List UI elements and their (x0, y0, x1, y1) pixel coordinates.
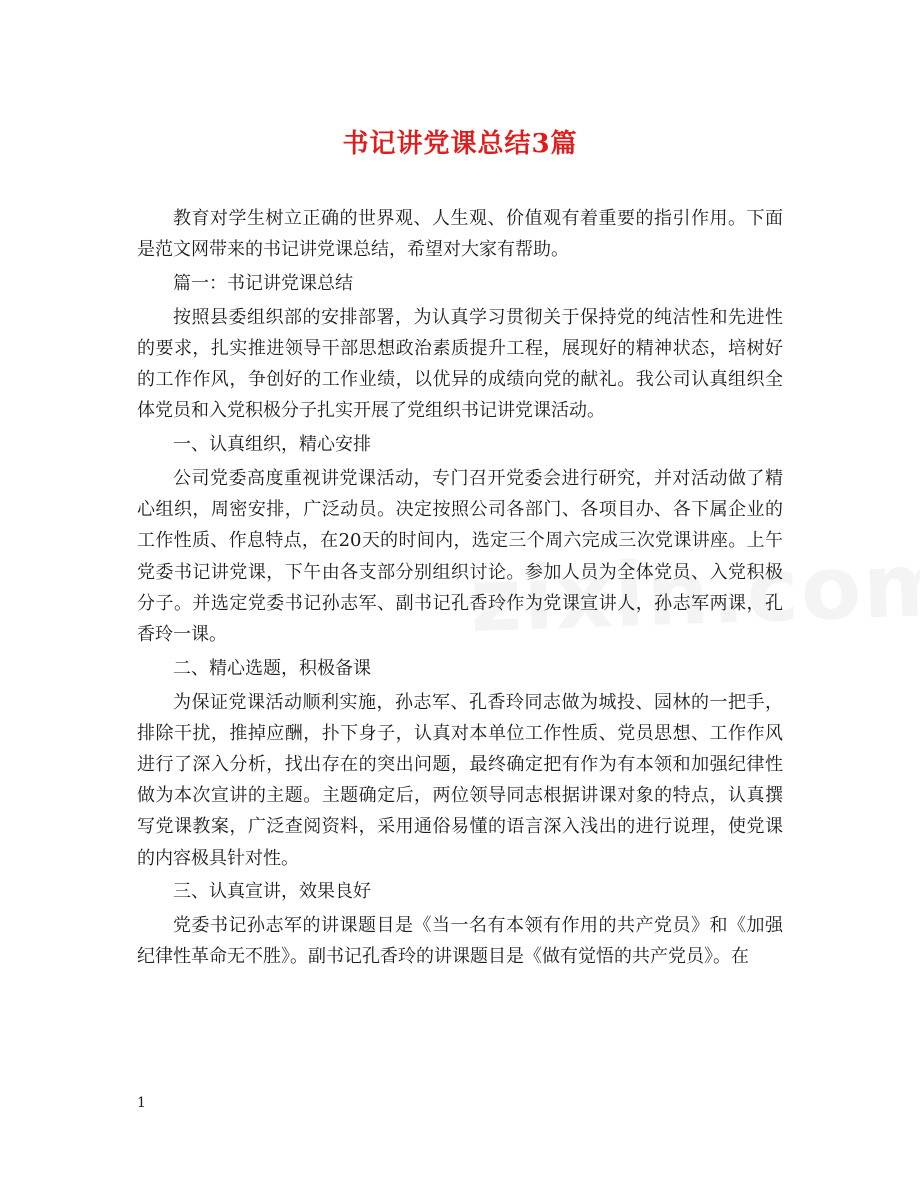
paragraph-intro: 教育对学生树立正确的世界观、人生观、价值观有着重要的指引作用。下面是范文网带来的书记讲党课总结，希望对大家有帮助。 (137, 208, 783, 261)
page-number: 1 (137, 1095, 146, 1111)
paragraph: 按照县委组织部的安排部署，为认真学习贯彻关于保持党的纯洁性和先进性的要求，扎实推进领导干部思想政治素质提升工程，展现好的精神状态，培树好的工作作风，争创好的工作业绩，以优异的成绩向党的献礼。我公司认真组织全体党员和入党积极分子扎实开展了党组织书记讲党课活动。 (137, 306, 783, 422)
section-heading-part-one: 篇一：书记讲党课总结 (173, 273, 353, 294)
section-heading-3: 三、认真宣讲，效果良好 (173, 881, 371, 903)
document-body (137, 203, 783, 975)
section-heading-1: 一、认真组织，精心安排 (173, 434, 371, 456)
paragraph: 党委书记孙志军的讲课题目是《当一名有本领有作用的共产党员》和《加强纪律性革命无不胜》。副书记孔香玲的讲课题目是《做有觉悟的共产党员》。在 (137, 915, 783, 968)
paragraph: 公司党委高度重视讲党课活动，专门召开党委会进行研究，并对活动做了精心组织，周密安排，广泛动员。决定按照公司各部门、各项目办、各下属企业的工作性质、作息特点，在20天的时间内，选定三个周六完成三次党课讲座。上午党委书记讲党课，下午由各支部分别组织讨论。参加人员为全体党员、入党积极分子。并选定党委书记孙志军、副书记孔香玲作为党课宣讲人，孙志军两课，孔香玲一课。 (137, 468, 783, 646)
section-heading-2: 二、精心选题，积极备课 (173, 657, 371, 679)
document-title: 书记讲党课总结3篇 (342, 129, 578, 159)
paragraph: 为保证党课活动顺利实施，孙志军、孔香玲同志做为城投、园林的一把手，排除干扰，推掉应酬，扑下身子，认真对本单位工作性质、党员思想、工作作风进行了深入分析，找出存在的突出问题，最终确定把有作为有本领和加强纪律性做为本次宣讲的主题。主题确定后，两位领导同志根据讲课对象的特点，认真撰写党课教案，广泛查阅资料，采用通俗易懂的语言深入浅出的进行说理，使党课的内容极具针对性。 (137, 691, 783, 869)
